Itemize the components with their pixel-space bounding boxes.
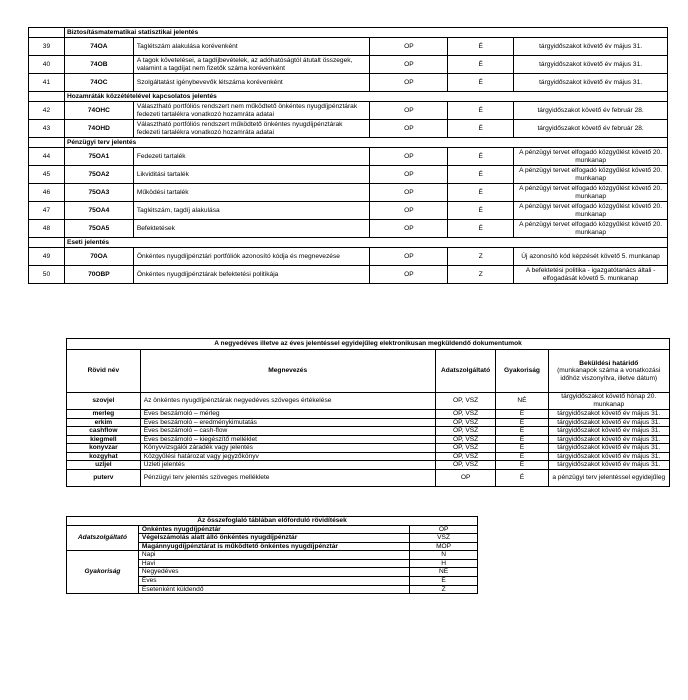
report-row — [29, 184, 668, 202]
document-name: Közgyűlési határozat vagy jegyzőkönyv — [140, 452, 435, 461]
section-header-row — [29, 138, 668, 148]
document-name: Éves beszámoló – kiegészítő melléklet — [140, 435, 435, 444]
report-frequency: É — [448, 120, 514, 138]
document-name: Pénzügyi terv jelentés szöveges melléklete — [140, 470, 435, 487]
section-title: Hozamráták közzétételével kapcsolatos jelentés — [64, 92, 667, 102]
report-description: Taglétszám alakulása korévenként — [133, 38, 370, 56]
report-frequency: É — [448, 38, 514, 56]
table-cell-blank — [29, 138, 65, 148]
report-row — [29, 166, 668, 184]
report-row — [29, 248, 668, 266]
section-title: Eseti jelentés — [64, 238, 667, 248]
row-number: 48 — [29, 220, 65, 238]
document-short-name: erkim — [67, 418, 141, 427]
document-name: Éves beszámoló – eredménykimutatás — [140, 418, 435, 427]
report-description: Választható portfóliós rendszert működtető önkéntes nyugdíjpénztárak fedezeti tartalékra vonatkozó hozamráta adatai — [133, 120, 370, 138]
abbreviation-code: Z — [410, 585, 478, 594]
document-name: Üzleti jelentés — [140, 461, 435, 470]
abbreviation-code: É — [410, 577, 478, 586]
header-deadline-title: Beküldési határidő — [579, 359, 639, 367]
document-row — [67, 393, 670, 410]
document-party: OP, VSZ — [435, 427, 496, 436]
abbreviation-code: OP — [410, 525, 478, 534]
report-frequency: Z — [448, 248, 514, 266]
documents-table-title: A negyedéves illetve az éves jelentéssel egyidejűleg elektronikusan megküldendő dokumentumok — [67, 339, 670, 350]
document-short-name: kozgyhat — [67, 452, 141, 461]
document-frequency: É — [496, 452, 548, 461]
report-party: OP — [370, 56, 448, 74]
document-short-name: konyvzar — [67, 444, 141, 453]
report-description: Befektetések — [133, 220, 370, 238]
report-deadline: A pénzügyi tervet elfogadó közgyűlést követő 20. munkanap — [514, 166, 668, 184]
report-code: 75OA1 — [64, 148, 133, 166]
document-frequency: É — [496, 427, 548, 436]
report-code: 70OBP — [64, 266, 133, 284]
document-name: Könyvvizsgálói záradék vagy jelentés — [140, 444, 435, 453]
abbreviations-table — [66, 516, 478, 594]
report-frequency: É — [448, 102, 514, 120]
report-row — [29, 266, 668, 284]
document-party: OP, VSZ — [435, 410, 496, 419]
header-short-name: Rövid név — [67, 350, 141, 393]
abbreviation-code: VSZ — [410, 534, 478, 543]
section-header-row — [29, 28, 668, 38]
header-name: Megnevezés — [140, 350, 435, 393]
document-deadline: tárgyidőszakot követő év május 31. — [548, 461, 669, 470]
report-row — [29, 38, 668, 56]
report-party: OP — [370, 248, 448, 266]
document-frequency: É — [496, 470, 548, 487]
abbreviation-group-label: Adatszolgáltató — [67, 525, 139, 551]
document-name: Éves beszámoló – mérleg — [140, 410, 435, 419]
report-description: Szolgáltatást igénybevevők létszáma korévenként — [133, 74, 370, 92]
report-description: Likviditási tartalék — [133, 166, 370, 184]
documents-table — [66, 338, 670, 487]
row-number: 50 — [29, 266, 65, 284]
abbreviations-title: Az összefoglaló táblában előforduló rövidítések — [67, 517, 478, 526]
document-row — [67, 427, 670, 436]
abbreviation-text: Végelszámolás alatt álló önkéntes nyugdíjpénztár — [138, 534, 409, 543]
report-row — [29, 148, 668, 166]
report-row — [29, 74, 668, 92]
report-deadline: A befektetési politika - igazgatótanács általi - elfogadását követő 5. munkanap — [514, 266, 668, 284]
document-name: Éves beszámoló – cash-flow — [140, 427, 435, 436]
report-party: OP — [370, 38, 448, 56]
report-party: OP — [370, 220, 448, 238]
document-row — [67, 470, 670, 487]
report-deadline: A pénzügyi tervet elfogadó közgyűlést követő 20. munkanap — [514, 148, 668, 166]
report-description: Önkéntes nyugdíjpénztárak befektetési politikája — [133, 266, 370, 284]
section-header-row — [29, 92, 668, 102]
report-row — [29, 220, 668, 238]
row-number: 47 — [29, 202, 65, 220]
report-party: OP — [370, 148, 448, 166]
document-row — [67, 410, 670, 419]
report-deadline: tárgyidőszakot követő év február 28. — [514, 120, 668, 138]
report-code: 74OB — [64, 56, 133, 74]
row-number: 49 — [29, 248, 65, 266]
document-deadline: tárgyidőszakot követő év május 31. — [548, 452, 669, 461]
document-deadline: tárgyidőszakot követő év május 31. — [548, 444, 669, 453]
document-party: OP, VSZ — [435, 452, 496, 461]
report-frequency: É — [448, 184, 514, 202]
report-party: OP — [370, 202, 448, 220]
abbreviation-code: H — [410, 559, 478, 568]
document-row — [67, 435, 670, 444]
section-title: Pénzügyi terv jelentés — [64, 138, 667, 148]
report-code: 74OA — [64, 38, 133, 56]
document-deadline: tárgyidőszakot követő év május 31. — [548, 435, 669, 444]
row-number: 42 — [29, 102, 65, 120]
document-deadline: tárgyidőszakot követő év május 31. — [548, 418, 669, 427]
report-deadline: tárgyidőszakot követő év május 31. — [514, 74, 668, 92]
row-number: 45 — [29, 166, 65, 184]
report-party: OP — [370, 184, 448, 202]
document-row — [67, 418, 670, 427]
report-frequency: É — [448, 56, 514, 74]
abbreviation-row — [67, 551, 478, 560]
abbreviation-code: NÉ — [410, 568, 478, 577]
report-code: 75OA3 — [64, 184, 133, 202]
abbreviation-text: Napi — [138, 551, 409, 560]
document-frequency: É — [496, 461, 548, 470]
document-frequency: É — [496, 435, 548, 444]
report-party: OP — [370, 266, 448, 284]
report-code: 74OC — [64, 74, 133, 92]
report-row — [29, 102, 668, 120]
document-short-name: cashflow — [67, 427, 141, 436]
row-number: 39 — [29, 38, 65, 56]
document-row — [67, 452, 670, 461]
report-row — [29, 202, 668, 220]
document-party: OP, VSZ — [435, 393, 496, 410]
report-code: 75OA5 — [64, 220, 133, 238]
report-code: 70OA — [64, 248, 133, 266]
report-frequency: É — [448, 74, 514, 92]
abbreviation-text: Havi — [138, 559, 409, 568]
abbreviation-code: N — [410, 551, 478, 560]
document-short-name: szovjel — [67, 393, 141, 410]
section-header-row — [29, 238, 668, 248]
report-code: 75OA2 — [64, 166, 133, 184]
document-row — [67, 461, 670, 470]
document-party: OP, VSZ — [435, 444, 496, 453]
abbreviation-text: Esetenként küldendő — [138, 585, 409, 594]
abbreviation-row — [67, 525, 478, 534]
header-frequency: Gyakoriság — [496, 350, 548, 393]
row-number: 40 — [29, 56, 65, 74]
document-short-name: kiegmell — [67, 435, 141, 444]
document-name: Az önkéntes nyugdíjpénztárak negyedéves szöveges értékelése — [140, 393, 435, 410]
report-description: Taglétszám, tagdíj alakulása — [133, 202, 370, 220]
report-row — [29, 56, 668, 74]
report-description: A tagok követelései, a tagdíjbevételek, az adóhatóságtól átutalt összegek, valamint a tagdíjat nem fizetők száma korévenként — [133, 56, 370, 74]
abbreviation-text: Éves — [138, 577, 409, 586]
row-number: 44 — [29, 148, 65, 166]
document-row — [67, 444, 670, 453]
document-party: OP, VSZ — [435, 418, 496, 427]
report-party: OP — [370, 120, 448, 138]
abbreviation-group-label: Gyakoriság — [67, 551, 139, 594]
report-deadline: Új azonosító kód képzését követő 5. munkanap — [514, 248, 668, 266]
report-party: OP — [370, 74, 448, 92]
header-deadline-subtitle: (munkanapok száma a vonatkozási időhöz viszonyítva, illetve dátum) — [557, 367, 661, 382]
report-description: Fedezeti tartalék — [133, 148, 370, 166]
section-title: Biztosításmatematikai statisztikai jelentés — [64, 28, 667, 38]
document-deadline: tárgyidőszakot követő év május 31. — [548, 427, 669, 436]
report-code: 75OA4 — [64, 202, 133, 220]
document-frequency: É — [496, 418, 548, 427]
report-code: 74OHC — [64, 102, 133, 120]
document-frequency: NÉ — [496, 393, 548, 410]
document-party: OP, VSZ — [435, 461, 496, 470]
report-description: Választható portfóliós rendszert nem működtető önkéntes nyugdíjpénztárak fedezeti tartalékra vonatkozó hozamráta adatai — [133, 102, 370, 120]
header-deadline — [548, 350, 669, 393]
document-deadline: tárgyidőszakot követő hónap 20. munkanap — [548, 393, 669, 410]
row-number: 43 — [29, 120, 65, 138]
report-deadline: A pénzügyi tervet elfogadó közgyűlést követő 20. munkanap — [514, 184, 668, 202]
abbreviation-text: Önkéntes nyugdíjpénztár — [138, 525, 409, 534]
report-frequency: É — [448, 202, 514, 220]
document-party: OP — [435, 470, 496, 487]
report-frequency: É — [448, 166, 514, 184]
reports-table — [28, 27, 668, 284]
report-frequency: É — [448, 220, 514, 238]
report-deadline: A pénzügyi tervet elfogadó közgyűlést követő 20. munkanap — [514, 202, 668, 220]
abbreviation-code: MOP — [410, 542, 478, 551]
row-number: 41 — [29, 74, 65, 92]
abbreviation-text: Magánnyugdíjpénztárat is működtető önkéntes nyugdíjpénztár — [138, 542, 409, 551]
report-row — [29, 120, 668, 138]
report-deadline: tárgyidőszakot követő év május 31. — [514, 56, 668, 74]
report-code: 74OHD — [64, 120, 133, 138]
document-frequency: É — [496, 444, 548, 453]
document-short-name: merleg — [67, 410, 141, 419]
report-frequency: Z — [448, 266, 514, 284]
table-cell-blank — [29, 92, 65, 102]
report-frequency: É — [448, 148, 514, 166]
report-party: OP — [370, 102, 448, 120]
table-cell-blank — [29, 238, 65, 248]
report-deadline: tárgyidőszakot követő év május 31. — [514, 38, 668, 56]
report-deadline: tárgyidőszakot követő év február 28. — [514, 102, 668, 120]
report-party: OP — [370, 166, 448, 184]
document-deadline: tárgyidőszakot követő év május 31. — [548, 410, 669, 419]
document-party: OP, VSZ — [435, 435, 496, 444]
report-deadline: A pénzügyi tervet elfogadó közgyűlést követő 20. munkanap — [514, 220, 668, 238]
document-short-name: puterv — [67, 470, 141, 487]
report-description: Működési tartalék — [133, 184, 370, 202]
document-frequency: É — [496, 410, 548, 419]
abbreviation-text: Negyedéves — [138, 568, 409, 577]
document-deadline: a pénzügyi terv jelentéssel egyidejűleg — [548, 470, 669, 487]
table-cell-blank — [29, 28, 65, 38]
document-short-name: uzljel — [67, 461, 141, 470]
header-party: Adatszolgáltató — [435, 350, 496, 393]
row-number: 46 — [29, 184, 65, 202]
report-description: Önkéntes nyugdíjpénztári portfóliók azonosító kódja és megnevezése — [133, 248, 370, 266]
